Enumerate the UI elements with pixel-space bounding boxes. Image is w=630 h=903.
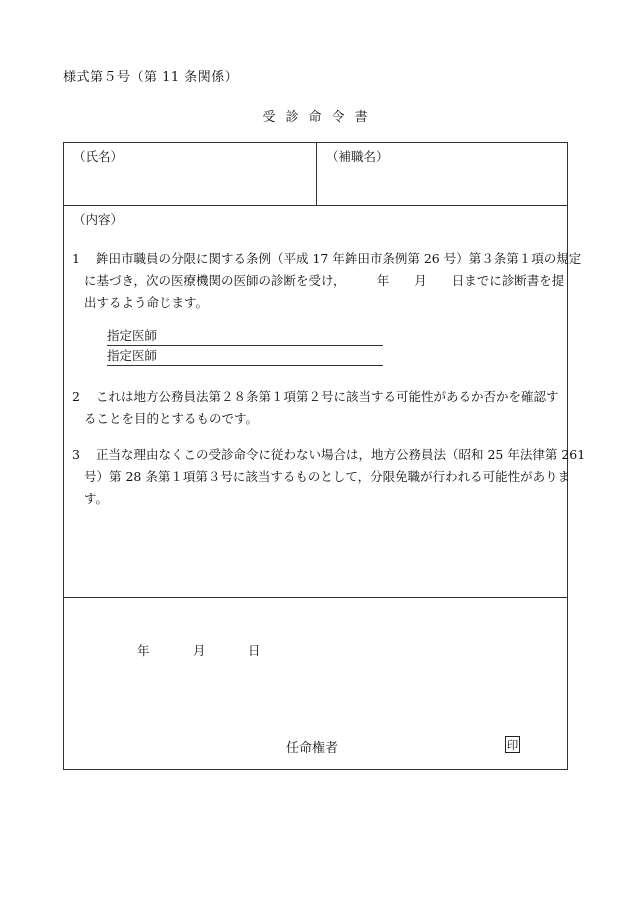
date-month-label: 月 <box>193 643 206 658</box>
auxiliary-title-label: （補職名） <box>326 149 389 164</box>
designated-doctor-label: 指定医師 <box>107 328 158 343</box>
appointing-authority-label: 任命権者 <box>286 741 339 756</box>
document-title: 受診命令書 <box>262 110 378 125</box>
name-cell[interactable] <box>64 143 317 205</box>
clause-text-line: ることを目的とするものです。 <box>84 411 259 426</box>
clause-1 <box>72 248 582 314</box>
date-year-label: 年 <box>137 643 150 658</box>
seal-mark: 印 <box>506 738 519 752</box>
auxiliary-title-cell[interactable] <box>317 143 567 205</box>
clause-text-line: 正当な理由なくこの受診命令に従わない場合は，地方公務員法（昭和 25 年法律第 261 <box>96 447 586 462</box>
order-form-table <box>63 142 586 770</box>
clause-text-line: に基づき，次の医療機関の医師の診断を受け， 年 月 日までに診断書を提 <box>84 273 565 288</box>
designated-doctor-field[interactable] <box>107 327 383 346</box>
clause-text-line: 号）第 28 条第１項第３号に該当するものとして，分限免職が行われる可能性がありま <box>84 469 571 484</box>
clause-2 <box>72 386 562 430</box>
content-label: （内容） <box>73 212 124 227</box>
clause-number: 3 <box>72 447 80 462</box>
content-section <box>64 206 586 598</box>
form-number: 様式第５号（第 11 条関係） <box>63 70 239 85</box>
clause-text-line: 出するよう命じます。 <box>84 295 209 310</box>
clause-3 <box>72 444 586 510</box>
name-row <box>64 143 567 206</box>
clause-number: 1 <box>72 251 80 266</box>
clause-text-line: 鉾田市職員の分限に関する条例（平成 17 年鉾田市条例第 26 号）第３条第１項の規定 <box>96 251 582 266</box>
designated-doctor-field[interactable] <box>107 347 383 366</box>
clause-text-line: す。 <box>84 491 109 506</box>
clause-text-line: これは地方公務員法第２８条第１項第２号に該当する可能性があるか否かを確認す <box>96 389 559 404</box>
signature-section <box>64 598 567 769</box>
name-label: （氏名） <box>73 149 124 164</box>
date-day-label: 日 <box>248 643 261 658</box>
designated-doctor-label: 指定医師 <box>107 348 158 363</box>
clause-number: 2 <box>72 389 80 404</box>
